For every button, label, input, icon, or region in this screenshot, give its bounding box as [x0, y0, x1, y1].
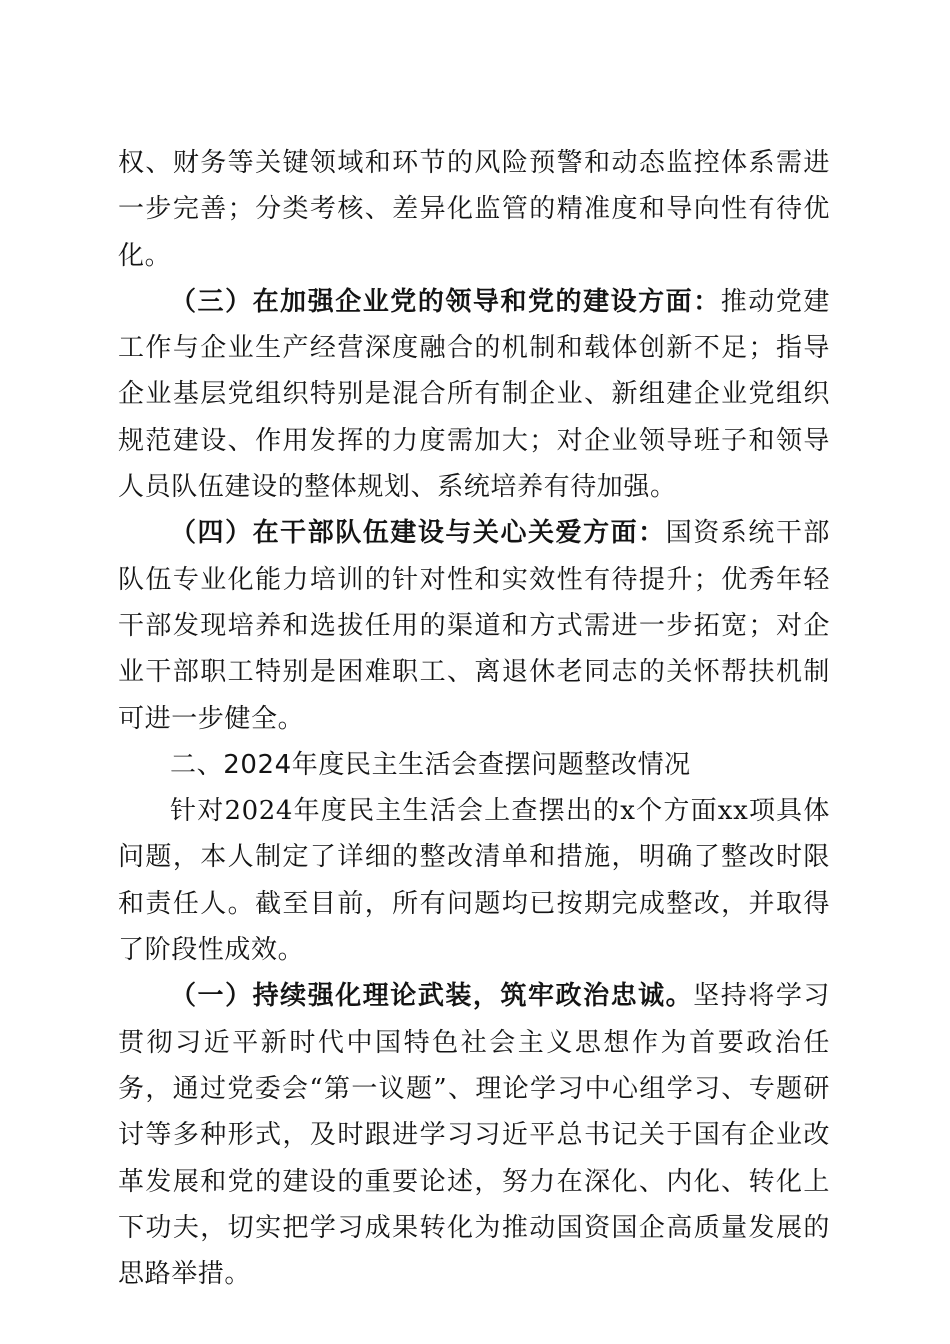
paragraph-cadre-team — [118, 510, 830, 741]
paragraph-rectification-summary: 针对2024年度民主生活会上查摆出的x个方面xx项具体问题，本人制定了详细的整改清单和措施，明确了整改时限和责任人。截至目前，所有问题均已按期完成整改，并取得了阶段性成效。 — [118, 796, 830, 966]
paragraph-risk-monitoring-continued: 权、财务等关键领域和环节的风险预警和动态监控体系需进一步完善；分类考核、差异化监管的精准度和导向性有待优化。 — [118, 148, 830, 271]
document-body — [118, 140, 830, 1297]
paragraph-party-building-lead: （三）在加强企业党的领导和党的建设方面： — [170, 286, 721, 317]
paragraph-cadre-team-lead: （四）在干部队伍建设与关心关爱方面： — [170, 518, 666, 549]
paragraph-theory-study-body: 坚持将学习贯彻习近平新时代中国特色社会主义思想作为首要政治任务，通过党委会“第一议题”、理论学习中心组学习、专题研讨等多种形式，及时跟进学习习近平总书记关于国有企业改革发展和党的建设的重要论述，努力在深化、内化、转化上下功夫，切实把学习成果转化为推动国资国企高质量发展的思路举措。 — [118, 981, 830, 1290]
paragraph-party-building-body: 推动党建工作与企业生产经营深度融合的机制和载体创新不足；指导企业基层党组织特别是混合所有制企业、新组建企业党组织规范建设、作用发挥的力度需加大；对企业领导班子和领导人员队伍建设的整体规划、系统培养有待加强。 — [118, 286, 830, 503]
paragraph-theory-study-lead: （一）持续强化理论武装，筑牢政治忠诚。 — [170, 981, 694, 1012]
paragraph-party-building — [118, 279, 830, 510]
paragraph-cadre-team-body: 国资系统干部队伍专业化能力培训的针对性和实效性有待提升；优秀年轻干部发现培养和选拔任用的渠道和方式需进一步拓宽；对企业干部职工特别是困难职工、离退休老同志的关怀帮扶机制可进一步健全。 — [118, 518, 830, 734]
section-heading-rectification: 二、2024年度民主生活会查摆问题整改情况 — [170, 749, 691, 780]
paragraph-theory-study — [118, 973, 830, 1297]
